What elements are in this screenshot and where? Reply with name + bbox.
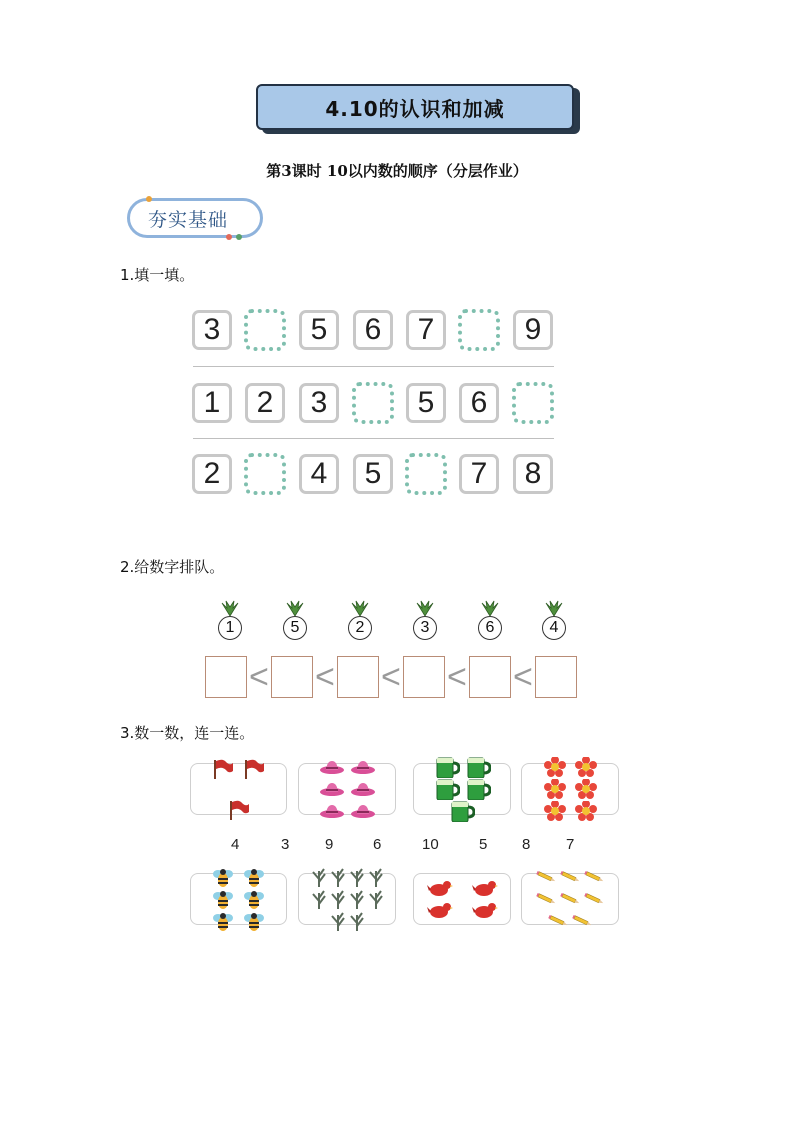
number-tile	[513, 454, 553, 494]
badge-dot-decoration	[146, 196, 152, 202]
picture-card-mug[interactable]	[413, 763, 511, 815]
picture-card-flag[interactable]	[190, 763, 287, 815]
picture-card-bee[interactable]	[190, 873, 287, 925]
number-tile-value: 5	[364, 457, 382, 490]
grass-icon	[349, 911, 365, 932]
number-tile-value: 5	[310, 313, 328, 346]
flower-icon	[572, 779, 600, 800]
grass-icon	[368, 889, 384, 910]
number-tile-value: 8	[524, 457, 542, 490]
bee-icon	[209, 911, 237, 932]
number-tile-value: 3	[203, 313, 221, 346]
grass-icon	[330, 889, 346, 910]
pineapple-leaves-icon	[540, 600, 568, 616]
match-number[interactable]: 9	[325, 836, 334, 853]
flag-icon	[225, 790, 253, 830]
pencil-icon	[584, 889, 605, 910]
number-tile	[299, 310, 339, 350]
answer-square[interactable]	[469, 656, 511, 698]
mug-icon	[448, 801, 476, 822]
pineapple-number	[216, 600, 244, 640]
section-badge	[127, 198, 263, 238]
badge-dot-decoration	[236, 234, 242, 240]
bee-icon	[240, 867, 268, 888]
bee-icon	[240, 911, 268, 932]
answer-square[interactable]	[205, 656, 247, 698]
grass-icon	[311, 867, 327, 888]
pineapple-body	[348, 616, 372, 640]
less-than-sign: <	[447, 658, 467, 696]
answer-square[interactable]	[403, 656, 445, 698]
pineapple-number	[476, 600, 504, 640]
pineapple-leaves-icon	[346, 600, 374, 616]
match-number[interactable]: 8	[522, 836, 531, 853]
lesson-subtitle: 第3课时 10以内数的顺序（分层作业）	[266, 162, 528, 180]
number-tile	[299, 454, 339, 494]
flower-icon	[541, 801, 569, 822]
number-tile	[459, 454, 499, 494]
row-divider	[193, 366, 554, 367]
pineapple-number-label: 3	[420, 619, 430, 636]
match-number[interactable]: 3	[281, 836, 290, 853]
picture-card-hat[interactable]	[298, 763, 396, 815]
picture-card-flower[interactable]	[521, 763, 619, 815]
title-banner	[256, 84, 574, 130]
question-1-title: 1.填一填。	[120, 266, 195, 284]
blank-answer-box[interactable]	[512, 382, 554, 424]
badge-dot-decoration	[226, 234, 232, 240]
match-number[interactable]: 7	[566, 836, 575, 853]
number-tile-value: 7	[417, 313, 435, 346]
picture-card-pencil[interactable]	[521, 873, 619, 925]
pencil-icon	[572, 911, 593, 932]
number-tile	[245, 383, 285, 423]
section-badge-label: 夯实基础	[148, 208, 229, 231]
pencil-icon	[584, 867, 605, 888]
blank-answer-box[interactable]	[352, 382, 394, 424]
question-3-title: 3.数一数，连一连。	[120, 724, 255, 742]
flower-icon	[541, 757, 569, 778]
match-number[interactable]: 5	[479, 836, 488, 853]
blank-answer-box[interactable]	[244, 309, 286, 351]
number-tile-value: 1	[203, 386, 221, 419]
grass-icon	[330, 911, 346, 932]
pineapple-number-label: 4	[549, 619, 559, 636]
row-divider	[193, 438, 554, 439]
number-tile-value: 2	[203, 457, 221, 490]
pencil-icon	[536, 867, 557, 888]
match-number[interactable]: 6	[373, 836, 382, 853]
grass-icon	[349, 867, 365, 888]
less-than-sign: <	[315, 658, 335, 696]
pineapple-body	[542, 616, 566, 640]
hat-icon	[349, 779, 377, 800]
less-than-sign: <	[513, 658, 533, 696]
bee-icon	[209, 889, 237, 910]
answer-square[interactable]	[337, 656, 379, 698]
number-tile	[192, 454, 232, 494]
question-2-title: 2.给数字排队。	[120, 558, 225, 576]
number-tile	[459, 383, 499, 423]
mug-icon	[433, 757, 461, 778]
match-number[interactable]: 10	[422, 836, 439, 853]
number-tile-value: 6	[364, 313, 382, 346]
picture-card-bird[interactable]	[413, 873, 511, 925]
blank-answer-box[interactable]	[244, 453, 286, 495]
bird-icon	[419, 878, 461, 899]
number-tile-value: 7	[470, 457, 488, 490]
less-than-sign: <	[249, 658, 269, 696]
pencil-icon	[548, 911, 569, 932]
grass-icon	[368, 867, 384, 888]
mug-icon	[464, 779, 492, 800]
pineapple-body	[218, 616, 242, 640]
number-tile-value: 6	[470, 386, 488, 419]
number-tile-value: 2	[256, 386, 274, 419]
pineapple-leaves-icon	[476, 600, 504, 616]
bird-icon	[464, 900, 506, 921]
pineapple-number-label: 6	[485, 619, 495, 636]
pineapple-number	[346, 600, 374, 640]
pineapple-number-label: 5	[290, 619, 300, 636]
flower-icon	[541, 779, 569, 800]
hat-icon	[318, 779, 346, 800]
blank-answer-box[interactable]	[405, 453, 447, 495]
bee-icon	[240, 889, 268, 910]
grass-icon	[349, 889, 365, 910]
number-tile	[299, 383, 339, 423]
grass-icon	[311, 889, 327, 910]
grass-icon	[330, 867, 346, 888]
flower-icon	[572, 757, 600, 778]
hat-icon	[318, 757, 346, 778]
pencil-icon	[536, 889, 557, 910]
number-tile	[353, 310, 393, 350]
mug-icon	[433, 779, 461, 800]
flower-icon	[572, 801, 600, 822]
pineapple-leaves-icon	[281, 600, 309, 616]
pineapple-number-label: 1	[225, 619, 235, 636]
picture-card-grass[interactable]	[298, 873, 396, 925]
pineapple-leaves-icon	[411, 600, 439, 616]
pineapple-body	[283, 616, 307, 640]
number-tile	[192, 383, 232, 423]
flag-icon	[240, 749, 268, 789]
hat-icon	[318, 801, 346, 822]
pineapple-body	[413, 616, 437, 640]
number-tile-value: 4	[310, 457, 328, 490]
answer-square[interactable]	[271, 656, 313, 698]
number-tile	[406, 310, 446, 350]
pineapple-number-label: 2	[355, 619, 365, 636]
number-tile	[353, 454, 393, 494]
blank-answer-box[interactable]	[458, 309, 500, 351]
match-number[interactable]: 4	[231, 836, 240, 853]
pineapple-number	[411, 600, 439, 640]
number-tile-value: 3	[310, 386, 328, 419]
number-tile	[192, 310, 232, 350]
pineapple-leaves-icon	[216, 600, 244, 616]
number-tile-value: 5	[417, 386, 435, 419]
mug-icon	[464, 757, 492, 778]
less-than-sign: <	[381, 658, 401, 696]
bird-icon	[464, 878, 506, 899]
pineapple-body	[478, 616, 502, 640]
number-tile	[406, 383, 446, 423]
pencil-icon	[560, 889, 581, 910]
number-tile-value: 9	[524, 313, 542, 346]
page-title: 4.10的认识和加减	[325, 96, 505, 121]
answer-square[interactable]	[535, 656, 577, 698]
pineapple-number	[540, 600, 568, 640]
number-tile	[513, 310, 553, 350]
hat-icon	[349, 801, 377, 822]
bird-icon	[419, 900, 461, 921]
pencil-icon	[560, 867, 581, 888]
bee-icon	[209, 867, 237, 888]
pineapple-number	[281, 600, 309, 640]
hat-icon	[349, 757, 377, 778]
flag-icon	[209, 749, 237, 789]
